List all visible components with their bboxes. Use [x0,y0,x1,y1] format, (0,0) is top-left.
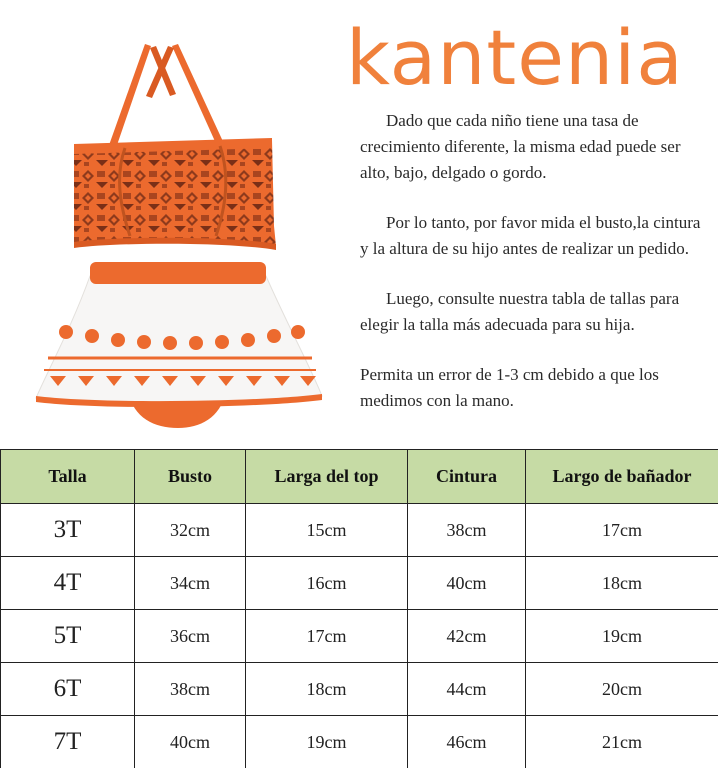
swimsuit-length-cell: 19cm [526,610,718,663]
header-larga-del-top: Larga del top [246,450,408,504]
top-straps [108,44,226,148]
size-cell: 3T [1,504,135,557]
size-cell: 7T [1,716,135,768]
instruction-paragraph-3: Luego, consulte nuestra tabla de tallas para elegir la talla más adecuada para su hija. [360,289,680,334]
sizing-instructions [360,108,712,438]
bust-cell: 40cm [135,716,246,768]
swimsuit-illustration [30,36,330,436]
header-largo-de-banador: Largo de bañador [526,450,718,504]
table-row [1,557,718,610]
swimsuit-length-cell: 20cm [526,663,718,716]
swimsuit-length-cell: 21cm [526,716,718,768]
table-row [1,610,718,663]
header-cintura: Cintura [408,450,526,504]
top-length-cell: 18cm [246,663,408,716]
size-cell: 4T [1,557,135,610]
top-length-cell: 16cm [246,557,408,610]
top-length-cell: 17cm [246,610,408,663]
size-chart-table [0,449,718,768]
bust-cell: 34cm [135,557,246,610]
bust-cell: 38cm [135,663,246,716]
swim-skirt [36,262,322,407]
table-row [1,663,718,716]
top-length-cell: 15cm [246,504,408,557]
table-header-row [1,450,718,504]
bust-cell: 36cm [135,610,246,663]
waist-cell: 44cm [408,663,526,716]
header-busto: Busto [135,450,246,504]
waist-cell: 42cm [408,610,526,663]
instruction-paragraph-4: Permita un error de 1-3 cm debido a que los medimos con la mano. [360,365,659,410]
waist-cell: 40cm [408,557,526,610]
size-cell: 6T [1,663,135,716]
brand-logo: kantenia [346,13,684,102]
table-row [1,504,718,557]
instruction-paragraph-1: Dado que cada niño tiene una tasa de crecimiento diferente, la misma edad puede ser alto, bajo, delgado o gordo. [360,111,681,182]
swim-top [74,138,276,250]
header-talla: Talla [1,450,135,504]
swimsuit-length-cell: 17cm [526,504,718,557]
swimsuit-length-cell: 18cm [526,557,718,610]
waist-cell: 46cm [408,716,526,768]
top-length-cell: 19cm [246,716,408,768]
waist-cell: 38cm [408,504,526,557]
table-row [1,716,718,768]
instruction-paragraph-2: Por lo tanto, por favor mida el busto,la cintura y la altura de su hijo antes de realizar un pedido. [360,213,701,258]
bust-cell: 32cm [135,504,246,557]
product-image [30,36,330,436]
size-cell: 5T [1,610,135,663]
